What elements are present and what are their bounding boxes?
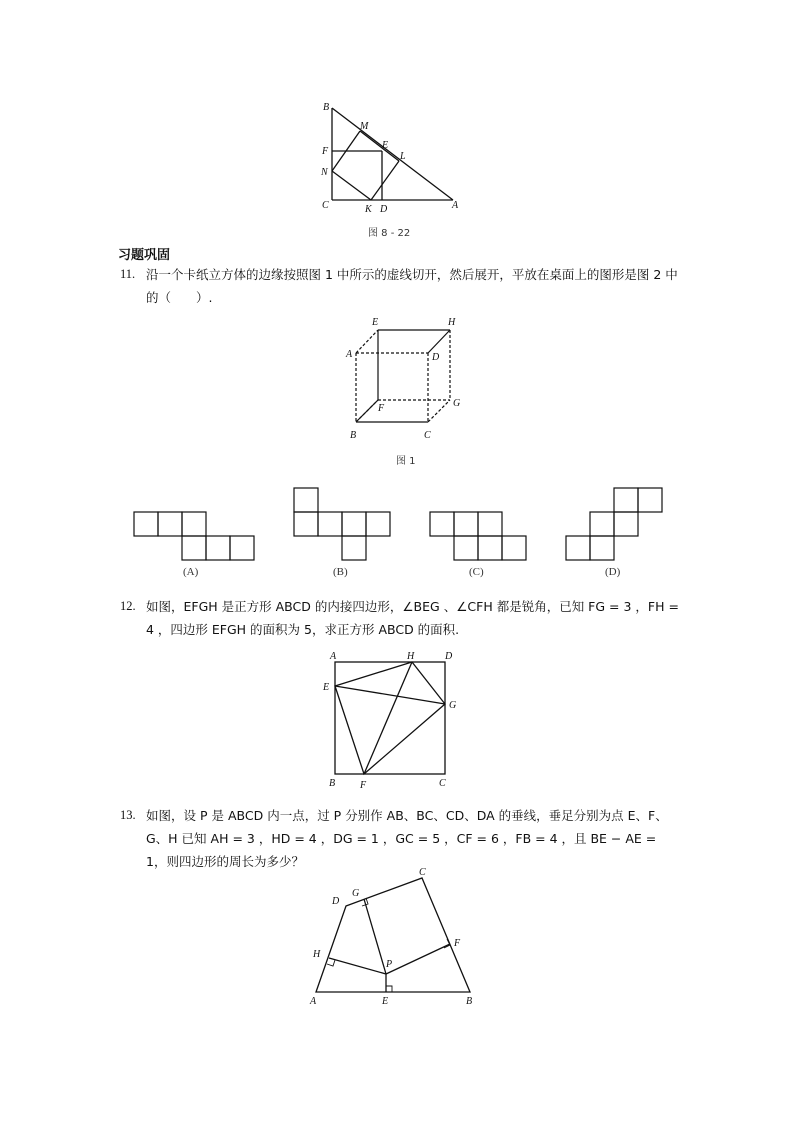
label-B: B [323,102,330,113]
label-K: K [365,204,372,215]
label-E: E [382,140,389,151]
q-label-P: P [386,959,393,970]
option-b-label: (B) [333,566,348,578]
sq-label-B: B [329,778,336,789]
problem-11-number: 11. [120,267,136,281]
sq-label-D: D [445,651,453,662]
problem-13-text: 如图，设 P 是 ABCD 内一点，过 P 分别作 AB、BC、CD、DA 的垂线，垂足分别为点 E、F、G、H 已知 AH = 3 ，HD = 4 ，DG = 1 ，GC = 5 ，CF = 6 ，FB = 4 ，且 BE − AE = 1，则四边形的周长为多少？ [146,808,668,869]
sq-label-F: F [360,780,367,791]
option-c-label: (C) [469,566,484,578]
quadrilateral-figure [304,862,484,1007]
sq-label-G: G [449,700,457,711]
q-label-C: C [419,867,426,878]
q-label-D: D [332,896,340,907]
square-figure [318,646,468,792]
sq-label-H: H [407,651,415,662]
figure-8-22 [310,98,470,218]
label-N: N [321,167,328,178]
label-M: M [360,121,369,132]
q-label-G: G [352,888,360,899]
q-label-A: A [310,996,317,1007]
sq-label-E: E [323,682,330,693]
cube-figure-caption: 图 1 [396,456,416,467]
cube-label-G: G [453,398,461,409]
cube-label-A: A [346,349,353,360]
label-C: C [322,200,329,211]
problem-12 [120,595,680,641]
problem-11 [120,263,680,309]
label-L: L [400,151,406,162]
problem-12-number: 12. [120,599,136,613]
cube-label-F: F [378,403,385,414]
cube-label-H: H [448,317,456,328]
option-d-label: (D) [605,566,621,578]
q-label-B: B [466,996,473,1007]
cube-figure [340,310,480,445]
figure-8-22-caption: 图 8 - 22 [368,228,411,239]
sq-label-C: C [439,778,446,789]
label-D: D [380,204,388,215]
q-label-F: F [454,938,461,949]
q-label-H: H [313,949,321,960]
cube-label-C: C [424,430,431,441]
problem-11-text: 沿一个卡纸立方体的边缘按照图 1 中所示的虚线切开，然后展开，平放在桌面上的图形是图 2 中的（ ）. [146,267,678,305]
cube-label-B: B [350,430,357,441]
sq-label-A: A [330,651,337,662]
problem-12-text: 如图，EFGH 是正方形 ABCD 的内接四边形，∠BEG 、∠CFH 都是锐角，已知 FG = 3 ，FH = 4 ，四边形 EFGH 的面积为 5，求正方形 ABCD 的面积. [146,599,679,637]
problem-13-number: 13. [120,808,136,822]
option-a-label: (A) [183,566,199,578]
cube-label-E: E [372,317,379,328]
net-options [120,480,680,570]
label-A: A [452,200,459,211]
cube-label-D: D [432,352,440,363]
q-label-E: E [382,996,389,1007]
section-title: 习题巩固 [118,248,171,263]
label-F: F [322,146,329,157]
